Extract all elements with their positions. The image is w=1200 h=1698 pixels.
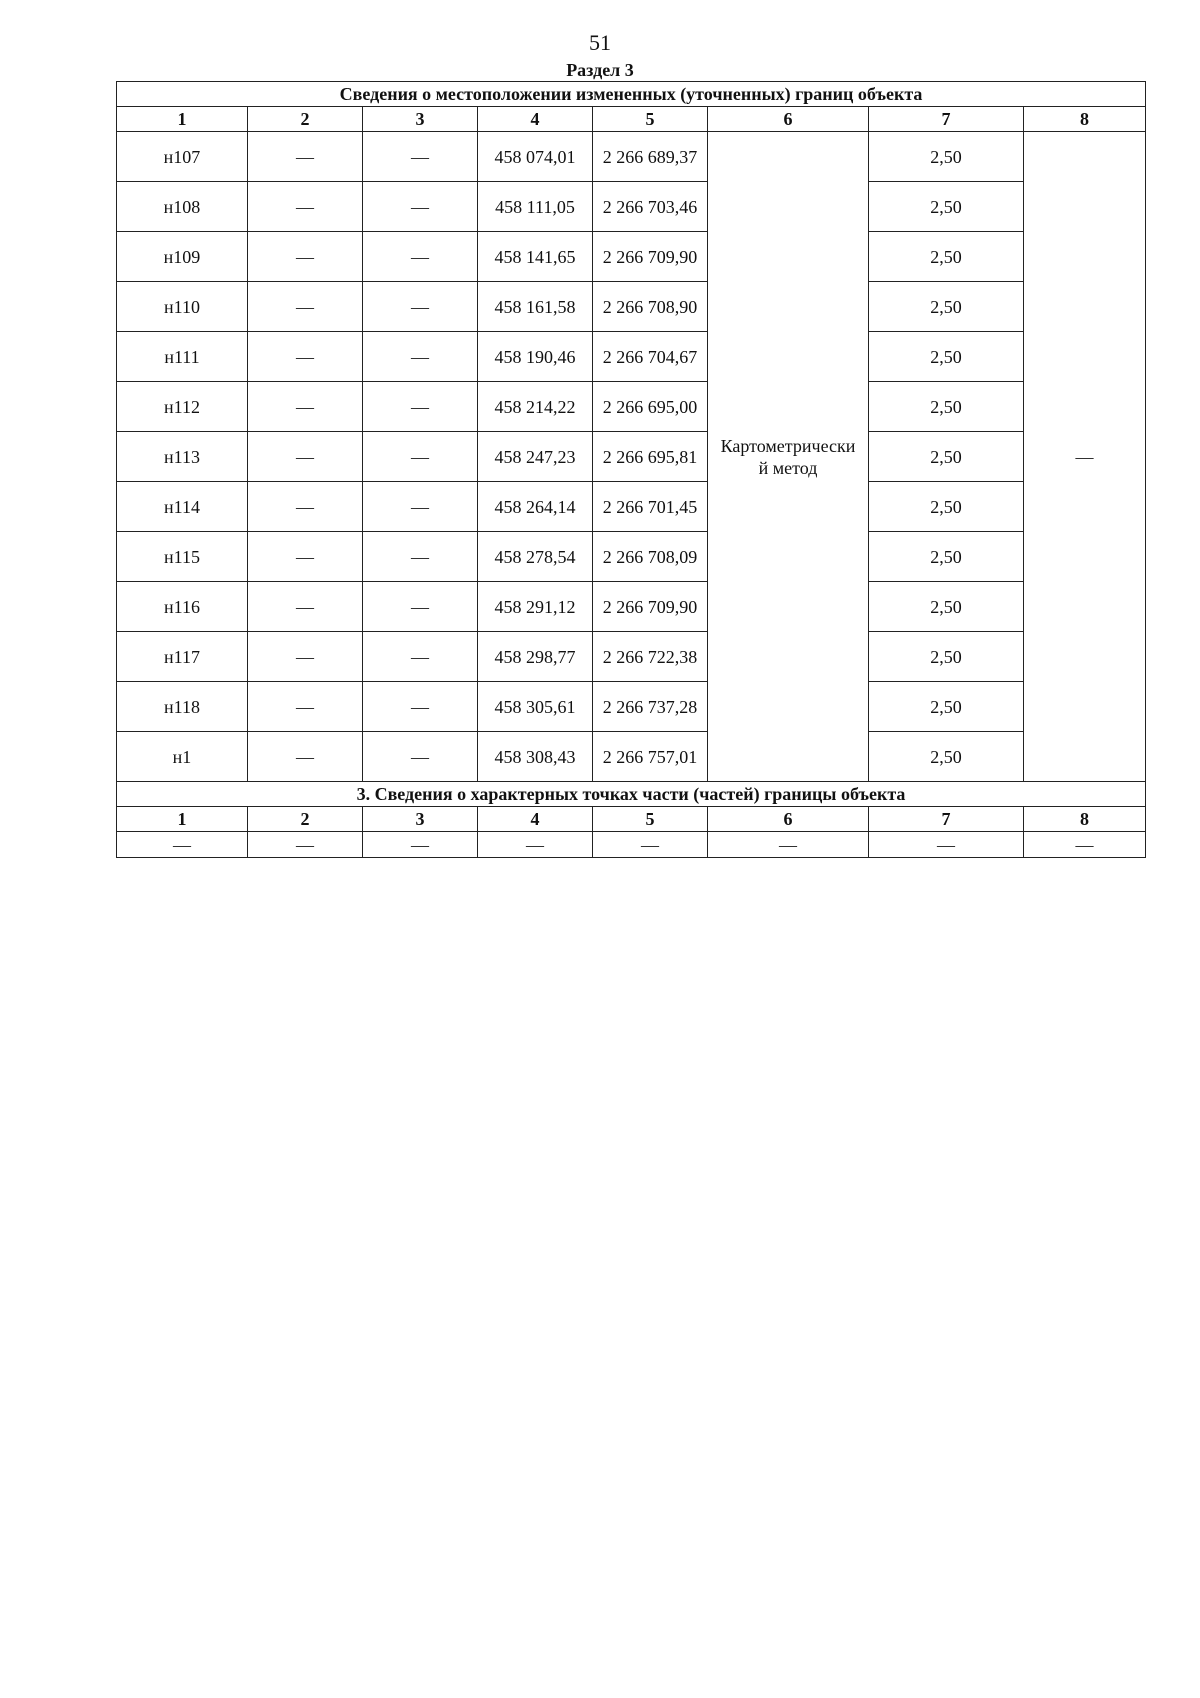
table-title-row: [117, 82, 1146, 107]
page-number: 51: [589, 30, 611, 55]
y-coordinate: 2 266 704,67: [593, 332, 708, 382]
col2-value: —: [248, 382, 363, 432]
y-coordinate: 2 266 701,45: [593, 482, 708, 532]
y-coordinate: 2 266 695,81: [593, 432, 708, 482]
y-coordinate: 2 266 722,38: [593, 632, 708, 682]
part-cell: —: [248, 832, 363, 858]
col3-value: —: [363, 632, 478, 682]
col3-value: —: [363, 282, 478, 332]
point-id: н114: [117, 482, 248, 532]
table-row: [117, 332, 1146, 382]
part-column-number: 8: [1024, 807, 1146, 832]
accuracy-value: 2,50: [869, 582, 1024, 632]
col2-value: —: [248, 732, 363, 782]
part-cell: —: [363, 832, 478, 858]
accuracy-value: 2,50: [869, 332, 1024, 382]
col2-value: —: [248, 332, 363, 382]
part-column-number-row: [117, 807, 1146, 832]
col2-value: —: [248, 182, 363, 232]
column-number: 5: [593, 107, 708, 132]
part-column-number: 3: [363, 807, 478, 832]
col2-value: —: [248, 582, 363, 632]
table-row: [117, 632, 1146, 682]
table-row: [117, 732, 1146, 782]
accuracy-value: 2,50: [869, 632, 1024, 682]
col3-value: —: [363, 582, 478, 632]
table-row: [117, 182, 1146, 232]
part-column-number: 2: [248, 807, 363, 832]
x-coordinate: 458 291,12: [478, 582, 593, 632]
table-row: [117, 532, 1146, 582]
col2-value: —: [248, 482, 363, 532]
col3-value: —: [363, 732, 478, 782]
table-row: [117, 582, 1146, 632]
point-id: н109: [117, 232, 248, 282]
part-cell: —: [1024, 832, 1146, 858]
col2-value: —: [248, 682, 363, 732]
x-coordinate: 458 190,46: [478, 332, 593, 382]
method-cell: [708, 132, 869, 782]
column-number: 2: [248, 107, 363, 132]
y-coordinate: 2 266 695,00: [593, 382, 708, 432]
accuracy-value: 2,50: [869, 232, 1024, 282]
x-coordinate: 458 111,05: [478, 182, 593, 232]
point-id: н117: [117, 632, 248, 682]
point-id: н111: [117, 332, 248, 382]
y-coordinate: 2 266 757,01: [593, 732, 708, 782]
part-cell: —: [869, 832, 1024, 858]
table-row: [117, 382, 1146, 432]
table-row: [117, 682, 1146, 732]
part-column-number: 7: [869, 807, 1024, 832]
col2-value: —: [248, 432, 363, 482]
point-id: н107: [117, 132, 248, 182]
accuracy-value: 2,50: [869, 132, 1024, 182]
col3-value: —: [363, 682, 478, 732]
accuracy-value: 2,50: [869, 532, 1024, 582]
y-coordinate: 2 266 689,37: [593, 132, 708, 182]
col3-value: —: [363, 332, 478, 382]
y-coordinate: 2 266 709,90: [593, 232, 708, 282]
table-row: [117, 132, 1146, 182]
accuracy-value: 2,50: [869, 432, 1024, 482]
x-coordinate: 458 298,77: [478, 632, 593, 682]
part-column-number: 6: [708, 807, 869, 832]
part-cell: —: [478, 832, 593, 858]
part-column-number: 4: [478, 807, 593, 832]
col2-value: —: [248, 282, 363, 332]
x-coordinate: 458 214,22: [478, 382, 593, 432]
part-cell: —: [708, 832, 869, 858]
part-column-number: 1: [117, 807, 248, 832]
x-coordinate: 458 247,23: [478, 432, 593, 482]
x-coordinate: 458 264,14: [478, 482, 593, 532]
accuracy-value: 2,50: [869, 482, 1024, 532]
accuracy-value: 2,50: [869, 182, 1024, 232]
x-coordinate: 458 074,01: [478, 132, 593, 182]
point-id: н108: [117, 182, 248, 232]
point-id: н1: [117, 732, 248, 782]
part-column-number: 5: [593, 807, 708, 832]
column-number: 1: [117, 107, 248, 132]
table-row: [117, 432, 1146, 482]
part-cell: —: [593, 832, 708, 858]
col3-value: —: [363, 482, 478, 532]
part-empty-row: [117, 832, 1146, 858]
part-title-row: [117, 782, 1146, 807]
col2-value: —: [248, 232, 363, 282]
point-id: н110: [117, 282, 248, 332]
y-coordinate: 2 266 708,90: [593, 282, 708, 332]
table-title: Сведения о местоположении измененных (уточненных) границ объекта: [117, 82, 1146, 107]
accuracy-value: 2,50: [869, 732, 1024, 782]
col2-value: —: [248, 532, 363, 582]
column-number-row: [117, 107, 1146, 132]
column-number: 4: [478, 107, 593, 132]
part-cell: —: [117, 832, 248, 858]
point-id: н112: [117, 382, 248, 432]
accuracy-value: 2,50: [869, 682, 1024, 732]
y-coordinate: 2 266 703,46: [593, 182, 708, 232]
col3-value: —: [363, 182, 478, 232]
col3-value: —: [363, 432, 478, 482]
col3-value: —: [363, 532, 478, 582]
y-coordinate: 2 266 737,28: [593, 682, 708, 732]
x-coordinate: 458 161,58: [478, 282, 593, 332]
column-number: 3: [363, 107, 478, 132]
x-coordinate: 458 278,54: [478, 532, 593, 582]
point-id: н115: [117, 532, 248, 582]
method-text-line2: й метод: [758, 457, 818, 478]
column-number: 8: [1024, 107, 1146, 132]
y-coordinate: 2 266 708,09: [593, 532, 708, 582]
column-number: 6: [708, 107, 869, 132]
table-row: [117, 282, 1146, 332]
col3-value: —: [363, 132, 478, 182]
section-title: Раздел 3: [566, 60, 634, 80]
point-id: н113: [117, 432, 248, 482]
part-title: 3. Сведения о характерных точках части (частей) границы объекта: [117, 782, 1146, 807]
accuracy-value: 2,50: [869, 282, 1024, 332]
x-coordinate: 458 141,65: [478, 232, 593, 282]
y-coordinate: 2 266 709,90: [593, 582, 708, 632]
table-row: [117, 232, 1146, 282]
accuracy-value: 2,50: [869, 382, 1024, 432]
col2-value: —: [248, 132, 363, 182]
boundary-table: [116, 81, 1146, 858]
x-coordinate: 458 305,61: [478, 682, 593, 732]
table-row: [117, 482, 1146, 532]
method-text-line1: Картометрически: [720, 435, 856, 456]
point-id: н116: [117, 582, 248, 632]
point-id: н118: [117, 682, 248, 732]
column-number: 7: [869, 107, 1024, 132]
col2-value: —: [248, 632, 363, 682]
x-coordinate: 458 308,43: [478, 732, 593, 782]
col3-value: —: [363, 232, 478, 282]
col8-value: —: [1024, 132, 1146, 782]
col3-value: —: [363, 382, 478, 432]
